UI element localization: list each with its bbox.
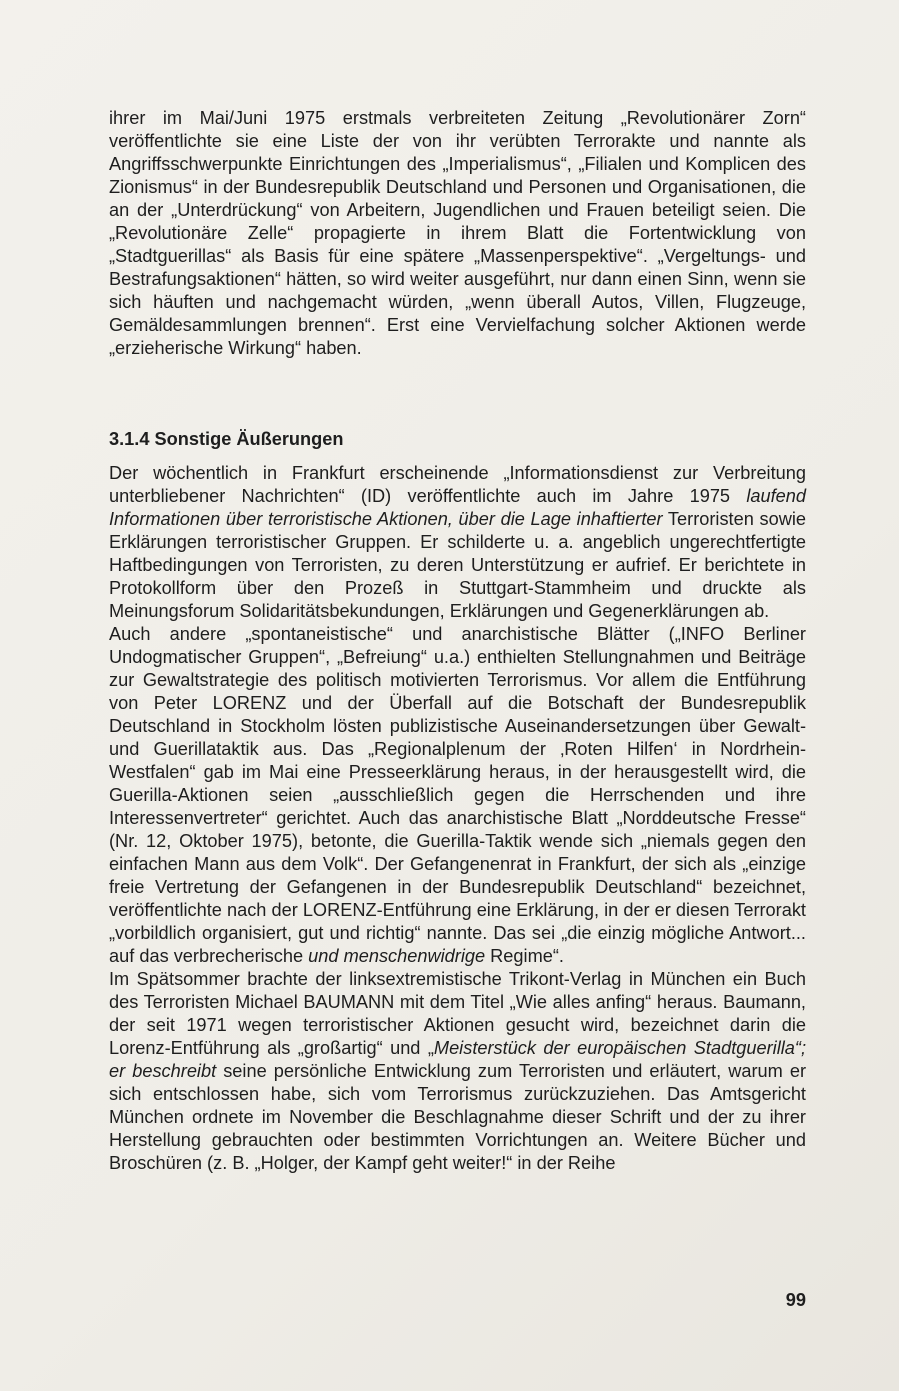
section-body <box>109 462 806 1175</box>
paragraph-2-text-a: Auch andere „spontaneistische“ und anarchistische Blätter („INFO Berliner Undogmatischer Gruppen“, „Befreiung“ u.a.) enthielten Stellungnahmen und Beiträge zur Gewaltstrategie des politisch motivierten Terrorismus. Vor allem die Entführung von Peter LORENZ und der Überfall auf die Botschaft der Bundesrepublik Deutschland in Stockholm lösten publizistische Auseinandersetzungen über Gewalt- und Guerillataktik aus. Das „Regionalplenum der ‚Roten Hilfen‘ in Nordrhein-Westfalen“ gab im Mai eine Presseerklärung heraus, in der herausgestellt wird, die Guerilla-Aktionen seien „ausschließlich gegen die Herrschenden und ihre Interessenvertreter“ gerichtet. Auch das anarchistische Blatt „Norddeutsche Fresse“ (Nr. 12, Oktober 1975), betonte, die Guerilla-Taktik wende sich „niemals gegen den einfachen Mann aus dem Volk“. Der Gefangenenrat in Frankfurt, der sich als „einzige freie Vertretung der Gefangenen in der Bundesrepublik Deutschland“ bezeichnet, veröffentlichte nach der LORENZ-Entführung eine Erklärung, in der er diesen Terrorakt „vorbildlich organisiert, gut und richtig“ nannte. Das sei „die einzig mögliche Antwort... auf das verbrecherische <box>109 624 806 966</box>
paragraph-1-text-a: Der wöchentlich in Frankfurt erscheinende „Informationsdienst zur Verbreitung unterbliebener Nachrichten“ (ID) veröffentlichte auch im Jahre 1975 <box>109 463 806 506</box>
paragraph-3-text-a: Im Spätsommer brachte der linksextremistische Trikont-Verlag in München ein Buch des Terroristen Michael BAUMANN mit dem Titel „Wie alles anfing“ heraus. Baumann, der seit 1971 wegen terroristischer Aktionen gesucht wird, bezeichnet darin die Lorenz-Entführung als „großartig“ und „ <box>109 969 806 1058</box>
intro-text-block <box>109 107 806 360</box>
page-number: 99 <box>785 1290 806 1310</box>
paragraph-2-italic: und menschenwidrige <box>308 946 486 966</box>
paragraph-id-newsletter <box>109 462 806 623</box>
paragraph-3-italic: Meisterstück der europäischen Stadtguerilla“; er beschreibt <box>109 1038 806 1081</box>
section-heading: 3.1.4 Sonstige Äußerungen <box>109 429 344 449</box>
paragraph-3-text-b: seine persönliche Entwicklung zum Terroristen und erläutert, warum er sich entschlossen habe, sich vom Terrorismus zurückzuziehen. Das Amtsgericht München ordnete im November die Beschlagnahme dieser Schrift und der zu ihrer Herstellung gebrauchten oder bestimmten Vorrichtungen an. Weitere Bücher und Broschüren (z. B. „Holger, der Kampf geht weiter!“ in der Reihe <box>109 1061 807 1173</box>
intro-paragraph: ihrer im Mai/Juni 1975 erstmals verbreiteten Zeitung „Revolutionärer Zorn“ veröffentlichte sie eine Liste der von ihr verübten Terrorakte und nannte als Angriffsschwerpunkte Einrichtungen des „Imperialismus“, „Filialen und Komplicen des Zionismus“ in der Bundesrepublik Deutschland und Personen und Organisationen, die an der „Unterdrückung“ von Arbeitern, Jugendlichen und Frauen beteiligt seien. Die „Revolutionäre Zelle“ propagierte in ihrem Blatt die Fortentwicklung von „Stadtguerillas“ als Basis für eine spätere „Massenperspektive“. „Vergeltungs- und Bestrafungsaktionen“ hätten, so wird weiter ausgeführt, nur dann einen Sinn, wenn sie sich häuften und nachgemacht würden, „wenn überall Autos, Villen, Flugzeuge, Gemäldesammlungen brennen“. Erst eine Vervielfachung solcher Aktionen werde „erzieherische Wirkung“ haben. <box>109 108 806 358</box>
paragraph-2-text-b: Regime“. <box>485 946 564 966</box>
paragraph-baumann-book <box>109 968 806 1175</box>
paragraph-anarchist-papers <box>109 623 806 968</box>
paragraph-1-italic: laufend Informationen über terroristische Aktionen, über die Lage inhaftierter <box>109 486 806 529</box>
paragraph-1-text-b: Terroristen sowie Erklärungen terroristischer Gruppen. Er schilderte u. a. angeblich ungerechtfertigte Haftbedingungen von Terroristen, zu deren Unterstützung er aufrief. Er berichtete in Protokollform über den Prozeß in Stuttgart-Stammheim und druckte als Meinungsforum Solidaritätsbekundungen, Erklärungen und Gegenerklärungen ab. <box>109 509 807 621</box>
